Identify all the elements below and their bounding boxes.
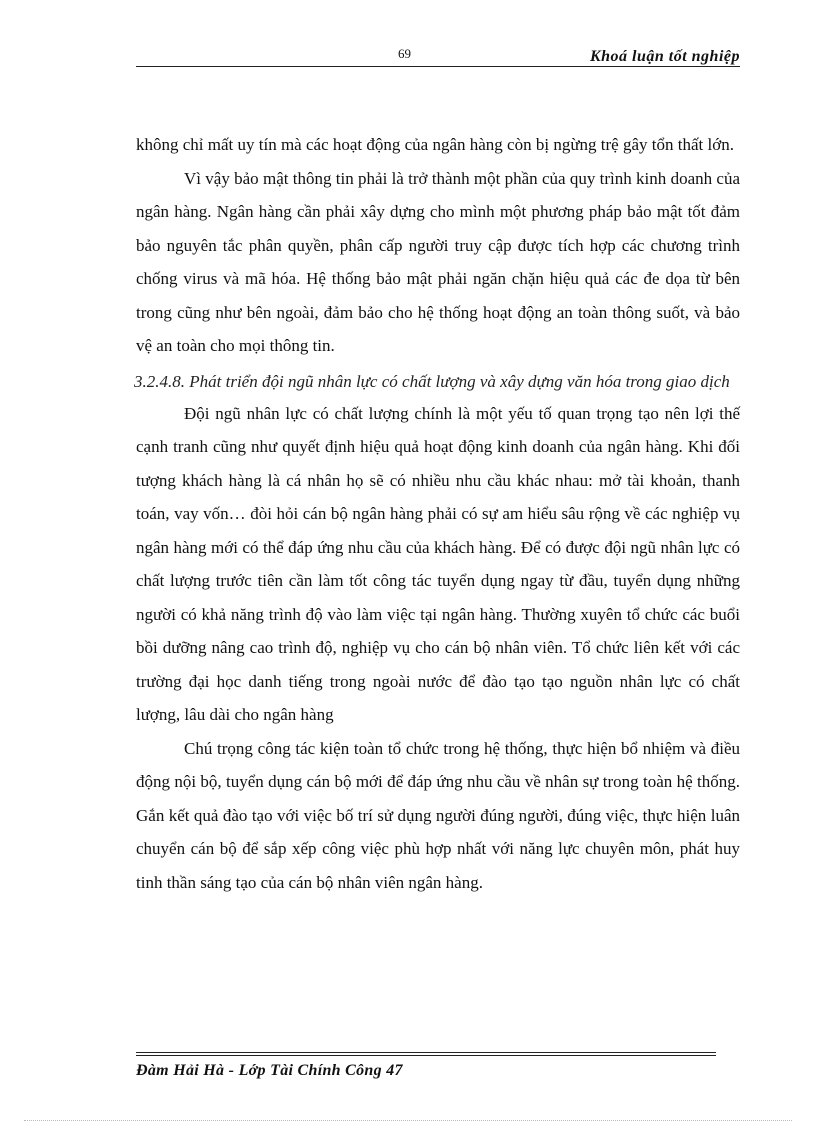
paragraph-3: Đội ngũ nhân lực có chất lượng chính là một yếu tố quan trọng tạo nên lợi thế cạnh tranh cũng như quyết định hiệu quả hoạt động kinh doanh của ngân hàng. Khi đối tượng khách hàng là cá nhân họ sẽ có nhiều nhu cầu khác nhau: mở tài khoản, thanh toán, vay vốn… đòi hỏi cán bộ ngân hàng phải có sự am hiểu sâu rộng về các nghiệp vụ ngân hàng mới có thể đáp ứng nhu cầu của khách hàng. Để có được đội ngũ nhân lực có chất lượng trước tiên cần làm tốt công tác tuyển dụng ngay từ đầu, tuyển dụng những người có khả năng trình độ vào làm việc tại ngân hàng. Thường xuyên tổ chức các buổi bồi dưỡng nâng cao trình độ, nghiệp vụ cho cán bộ nhân viên. Tổ chức liên kết với các trường đại học danh tiếng trong ngoài nước để đào tạo tạo nguồn nhân lực có chất lượng, lâu dài cho ngân hàng (136, 403, 740, 724)
page-number: 69 (398, 46, 411, 61)
page-bottom-border (24, 1120, 792, 1121)
document-body (136, 128, 740, 899)
paragraph-1: không chỉ mất uy tín mà các hoạt động của ngân hàng còn bị ngừng trệ gây tổn thất lớn. (136, 135, 734, 154)
section-heading: 3.2.4.8. Phát triển đội ngũ nhân lực có chất lượng và xây dựng văn hóa trong giao dịch (134, 371, 730, 391)
header-title: Khoá luận tốt nghiệp (589, 48, 740, 65)
paragraph-4: Chú trọng công tác kiện toàn tổ chức trong hệ thống, thực hiện bổ nhiệm và điều động nội bộ, tuyển dụng cán bộ mới để đáp ứng nhu cầu về nhân sự trong toàn hệ thống. Gắn kết quả đào tạo với việc bố trí sử dụng người đúng người, đúng việc, thực hiện luân chuyển cán bộ để sắp xếp công việc phù hợp nhất với năng lực chuyên môn, phát huy tinh thần sáng tạo của cán bộ nhân viên ngân hàng. (136, 738, 740, 892)
header-rule (136, 66, 740, 67)
footer-author: Đàm Hải Hà - Lớp Tài Chính Công 47 (136, 1062, 403, 1079)
page-footer (136, 1052, 716, 1080)
footer-rule (136, 1052, 716, 1056)
paragraph-2: Vì vậy bảo mật thông tin phải là trở thành một phần của quy trình kinh doanh của ngân hàng. Ngân hàng cần phải xây dựng cho mình một phương pháp bảo mật tốt đảm bảo nguyên tắc phân quyền, phân cấp người truy cập được tích hợp các chương trình chống virus và mã hóa. Hệ thống bảo mật phải ngăn chặn hiệu quả các đe dọa từ bên trong cũng như bên ngoài, đảm bảo cho hệ thống hoạt động an toàn thông suốt, và bảo vệ an toàn cho mọi thông tin. (136, 168, 740, 355)
page-header (136, 44, 740, 70)
